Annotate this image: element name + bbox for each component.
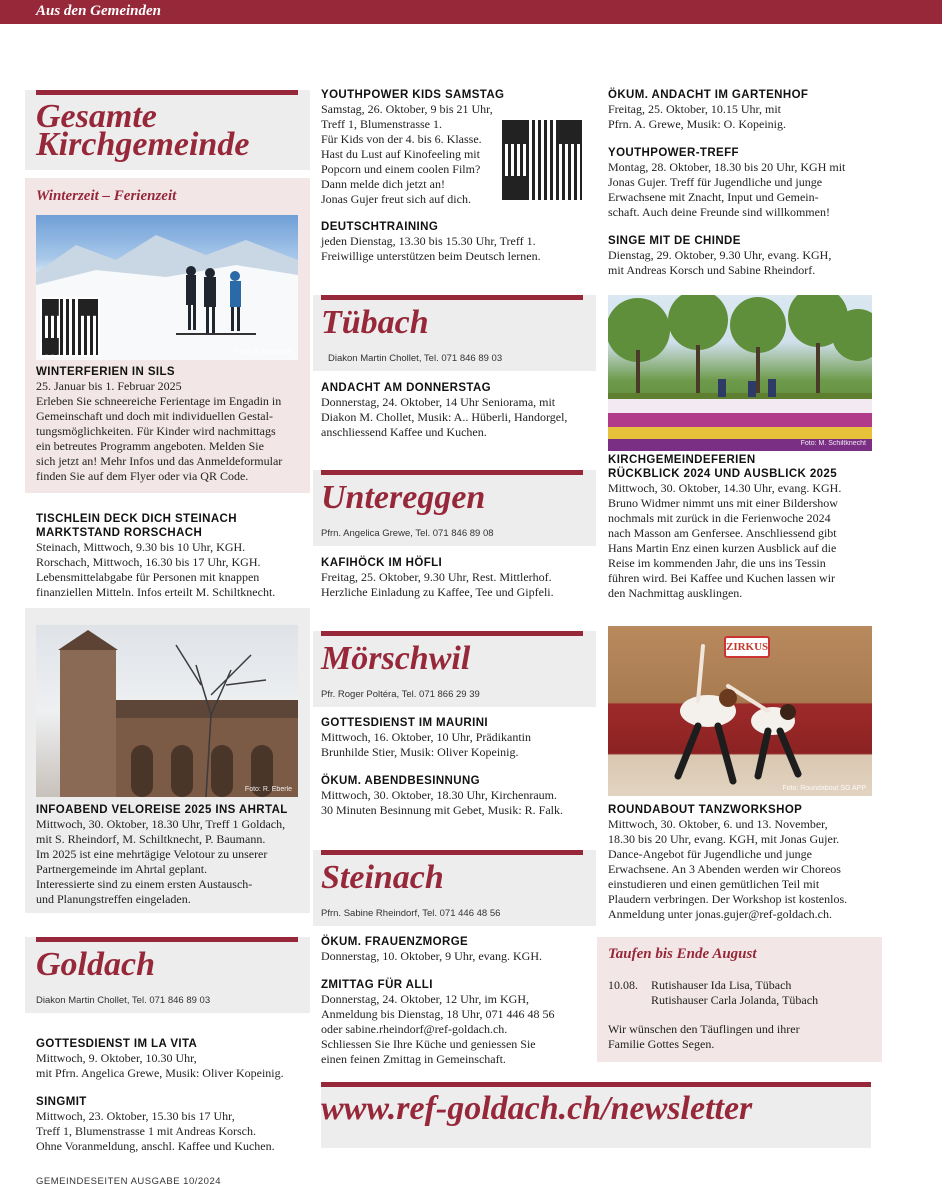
ski-photo <box>36 215 298 360</box>
tanzworkshop-block <box>608 803 878 922</box>
section-header-bar <box>0 0 942 24</box>
abendbesinnung-heading: ÖKUM. ABENDBESINNUNG <box>321 775 480 787</box>
ahrtal-photo-credit: Foto: R. Eberle <box>244 786 292 793</box>
singe-block <box>608 234 878 278</box>
winterferien-heading: WINTERFERIEN IN SILS <box>36 366 175 378</box>
newsletter-rule <box>321 1082 871 1087</box>
youthpower-text: Samstag, 26. Oktober, 9 bis 21 Uhr, Treff 1, Blumenstrasse 1. Für Kids von der 4. bis 6. Klasse. Hast du Lust auf Kinofeeling mit Popcorn und einem coolen Film? Dann melde dich jetzt an! Jonas Gujer freut sich auf dich. <box>321 102 493 206</box>
andacht-text: Donnerstag, 24. Oktober, 14 Uhr Seniorama, mit Diakon M. Chollet, Musik: A.. Hüberli, Handorgel, anschliessend Kaffee und Kuchen. <box>321 395 568 439</box>
deutsch-heading: DEUTSCHTRAINING <box>321 221 439 233</box>
section-header-title: Aus den Gemeinden <box>36 3 162 19</box>
steinach-rule <box>321 850 583 855</box>
winterferien-block <box>36 365 306 484</box>
youthpower-treff-text: Montag, 28. Oktober, 18.30 bis 20 Uhr, KGH mit Jonas Gujer. Treff für Jugendliche und junge Erwachsene mit Znacht, Input und Gemein- schaft. Auch deine Freunde sind willkommen! <box>608 160 846 219</box>
ahrtal-photo-drawing <box>36 625 298 797</box>
moerschwil-rule <box>321 631 583 636</box>
kirchgemeindeferien-heading-2: RÜCKBLICK 2024 UND AUSBLICK 2025 <box>608 468 838 480</box>
moerschwil-title: Mörschwil <box>321 640 471 677</box>
zmittag-text: Donnerstag, 24. Oktober, 12 Uhr, im KGH, Anmeldung bis Dienstag, 18 Uhr, 071 446 48 56 oder sabine.rheindorf@ref-goldach.ch. Schliessen Sie Ihre Küche und geniessen Sie einen feinen Zmittag in Gemeinschaft. <box>321 992 555 1066</box>
zmittag-block <box>321 978 591 1067</box>
maurini-block <box>321 716 591 760</box>
frauenzmorge-text: Donnerstag, 10. Oktober, 9 Uhr, evang. KGH. <box>321 949 542 963</box>
winterferien-text: 25. Januar bis 1. Februar 2025 Erleben Sie schneereiche Ferientage im Engadin in Gemeinschaft und doch mit individuellen Gestal- tungsmöglichkeiten. Für Kinder wird nachmittags ein betreutes Programm angeboten. Melden Sie sich jetzt an! Mehr Infos und das Anmeldeformular finden Sie auf dem Flyer oder via QR Code. <box>36 379 283 483</box>
goldach-title: Goldach <box>36 946 155 983</box>
dance-photo-drawing <box>608 626 872 796</box>
andacht-block <box>321 381 591 440</box>
tulip-garden-photo <box>608 295 872 451</box>
youthpower-heading: YOUTHPOWER KIDS SAMSTAG <box>321 89 505 101</box>
singmit-heading: SINGMIT <box>36 1096 87 1108</box>
untereggen-contact: Pfrn. Angelica Grewe, Tel. 071 846 89 08 <box>321 528 494 539</box>
veloreise-block <box>36 803 306 907</box>
newsletter-link[interactable]: www.ref-goldach.ch/newsletter <box>321 1090 753 1127</box>
steinach-title: Steinach <box>321 859 444 896</box>
gesamte-rule <box>36 90 298 95</box>
kafi-text: Freitag, 25. Oktober, 9.30 Uhr, Rest. Mittlerhof. Herzliche Einladung zu Kaffee, Tee und Gipfeli. <box>321 570 554 599</box>
dance-photo-credit: Foto: Roundabout SG APP <box>782 785 866 792</box>
veloreise-text: Mittwoch, 30. Oktober, 18.30 Uhr, Treff 1 Goldach, mit S. Rheindorf, M. Schiltknecht, P. Baumann. Im 2025 ist eine mehrtägige Velotour zu unserer Partnergemeinde im Ahrtal geplant. Interessierte sind zu einem ersten Austausch- und Planungstreffen eingeladen. <box>36 817 286 906</box>
kirchgemeindeferien-block <box>608 453 878 601</box>
singmit-block <box>36 1095 306 1154</box>
maurini-heading: GOTTESDIENST IM MAURINI <box>321 717 489 729</box>
singe-heading: SINGE MIT DE CHINDE <box>608 235 741 247</box>
deutsch-block <box>321 220 591 264</box>
frauenzmorge-heading: ÖKUM. FRAUENZMORGE <box>321 936 469 948</box>
untereggen-rule <box>321 470 583 475</box>
goldach-contact: Diakon Martin Chollet, Tel. 071 846 89 03 <box>36 995 211 1006</box>
taufen-wish: Wir wünschen den Täuflingen und ihrer Familie Gottes Segen. <box>608 1022 800 1051</box>
kirchgemeindeferien-text: Mittwoch, 30. Oktober, 14.30 Uhr, evang. KGH. Bruno Widmer nimmt uns mit einer Bildershow nochmals mit zurück in die Ferienwoche 2024 nach Masson am Genfersee. Anschliessend gibt Hans Martin Enz einen kurzen Ausblick auf die Reise im kommenden Jahr, die uns ins Tessin führen wird. Bei Kaffee und Kuchen lassen wir den Nachmittag ausklingen. <box>608 481 842 600</box>
kafi-heading: KAFIHÖCK IM HÖFLI <box>321 557 443 569</box>
tischlein-block <box>36 512 306 600</box>
youthpower-treff-block <box>608 146 878 220</box>
gartenhof-block <box>608 88 878 132</box>
zirkus-sign: ZIRKUS <box>724 636 770 658</box>
tischlein-heading-1: TISCHLEIN DECK DICH STEINACH <box>36 513 237 525</box>
steinach-contact: Pfrn. Sabine Rheindorf, Tel. 071 446 48 56 <box>321 908 501 919</box>
kafi-block <box>321 556 591 600</box>
taufen-title: Taufen bis Ende August <box>608 946 757 962</box>
moerschwil-contact: Pfr. Roger Poltéra, Tel. 071 866 29 39 <box>321 689 480 700</box>
tuebach-title: Tübach <box>321 304 429 341</box>
dance-workshop-photo <box>608 626 872 796</box>
maurini-text: Mittwoch, 16. Oktober, 10 Uhr, Prädikantin Brunhilde Stier, Musik: Oliver Kopeinig. <box>321 730 532 759</box>
winterzeit-subtitle: Winterzeit – Ferienzeit <box>36 188 177 204</box>
singmit-text: Mittwoch, 23. Oktober, 15.30 bis 17 Uhr, Treff 1, Blumenstrasse 1 mit Andreas Korsch. Ohne Voranmeldung, anschl. Kaffee und Kuchen. <box>36 1109 275 1153</box>
vita-block <box>36 1037 306 1081</box>
tanzworkshop-heading: ROUNDABOUT TANZWORKSHOP <box>608 804 803 816</box>
gesamte-title-line2: Kirchgemeinde <box>36 126 250 163</box>
gesamte-title <box>36 98 250 163</box>
page-footer: GEMEINDESEITEN AUSGABE 10/2024 <box>36 1176 222 1187</box>
gesamte-title-line1: Gesamte <box>36 98 157 135</box>
winterferien-qr-code[interactable] <box>40 297 100 357</box>
singe-text: Dienstag, 29. Oktober, 9.30 Uhr, evang. KGH, mit Andreas Korsch und Sabine Rheindorf. <box>608 248 832 277</box>
taufen-name-2: Rutishauser Carla Jolanda, Tübach <box>651 993 819 1007</box>
youthpower-qr-code[interactable] <box>500 118 584 202</box>
untereggen-title: Untereggen <box>321 479 486 516</box>
veloreise-heading: INFOABEND VELOREISE 2025 INS AHRTAL <box>36 804 288 816</box>
taufen-date: 10.08. <box>608 978 638 992</box>
kirchgemeindeferien-heading-1: KIRCHGEMEINDEFERIEN <box>608 454 756 466</box>
frauenzmorge-block <box>321 935 591 964</box>
deutsch-text: jeden Dienstag, 13.30 bis 15.30 Uhr, Treff 1. Freiwillige unterstützen beim Deutsch lernen. <box>321 234 541 263</box>
andacht-heading: ANDACHT AM DONNERSTAG <box>321 382 492 394</box>
abendbesinnung-text: Mittwoch, 30. Oktober, 18.30 Uhr, Kirchenraum. 30 Minuten Besinnung mit Gebet, Musik: R. Falk. <box>321 788 563 817</box>
tulip-garden-drawing <box>608 295 872 451</box>
ski-photo-credit: Foto: S. Rheindorf <box>235 349 292 356</box>
tuebach-contact: Diakon Martin Chollet, Tel. 071 846 89 03 <box>328 353 503 364</box>
abendbesinnung-block <box>321 774 591 818</box>
tischlein-heading-2: MARKTSTAND RORSCHACH <box>36 527 203 539</box>
gartenhof-heading: ÖKUM. ANDACHT IM GARTENHOF <box>608 89 809 101</box>
tuebach-rule <box>321 295 583 300</box>
youthpower-block <box>321 88 505 207</box>
youthpower-treff-heading: YOUTHPOWER-TREFF <box>608 147 739 159</box>
tulip-photo-credit: Foto: M. Schiltknecht <box>800 440 866 447</box>
goldach-rule <box>36 937 298 942</box>
tanzworkshop-text: Mittwoch, 30. Oktober, 6. und 13. November, 18.30 bis 20 Uhr, evang. KGH, mit Jonas Gujer. Dance-Angebot für Jugendliche und junge Erwachsene. An 3 Abenden werden wir Choreos einstudieren und einen gemütlichen Teil mit Plaudern verbringen. Der Workshop ist kostenlos. Anmeldung unter jonas.gujer@ref-goldach.ch. <box>608 817 848 921</box>
vita-heading: GOTTESDIENST IM LA VITA <box>36 1038 198 1050</box>
ahrtal-photo <box>36 625 298 797</box>
gartenhof-text: Freitag, 25. Oktober, 10.15 Uhr, mit Pfrn. A. Grewe, Musik: O. Kopeinig. <box>608 102 786 131</box>
taufen-name-1: Rutishauser Ida Lisa, Tübach <box>651 978 792 992</box>
zmittag-heading: ZMITTAG FÜR ALLI <box>321 979 433 991</box>
vita-text: Mittwoch, 9. Oktober, 10.30 Uhr, mit Pfrn. Angelica Grewe, Musik: Oliver Kopeinig. <box>36 1051 284 1080</box>
taufen-names <box>651 978 818 1008</box>
tischlein-text: Steinach, Mittwoch, 9.30 bis 10 Uhr, KGH. Rorschach, Mittwoch, 16.30 bis 17 Uhr, KGH. Lebensmittelabgabe für Personen mit knappen finanziellen Mitteln. Infos erteilt M. Schiltknecht. <box>36 540 276 599</box>
